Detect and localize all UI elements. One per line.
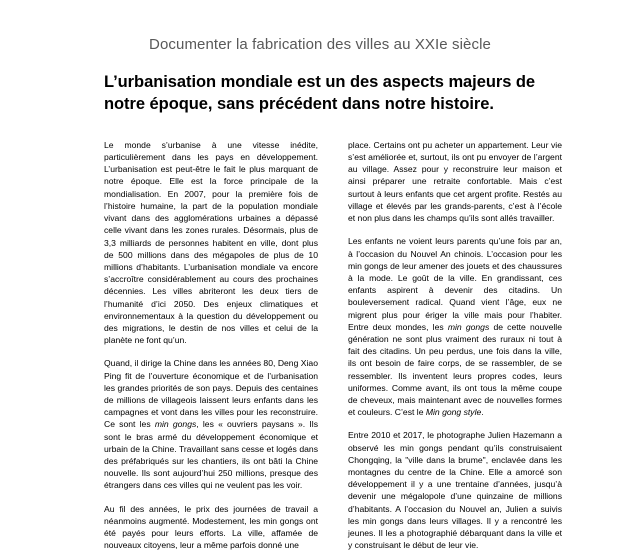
emphasis-text: min gongs	[154, 419, 197, 430]
running-header: Documenter la fabrication des villes au XXIe siècle	[149, 36, 491, 53]
paragraph	[348, 235, 562, 418]
body-text: .	[481, 407, 484, 418]
body-text: place. Certains ont pu acheter un appartement. Leur vie s’est améliorée et, surtout, ils ont pu envoyer de l’argent au village. Assez pour y reconstruire leur maison et ainsi préparer une retraite confortable. Mais c’est surtout à leurs enfants que cet argent profite. Restés au village et élevés par les grands-parents, c’est à l’école et non plus dans les champs qu’ils sont allés travailler.	[348, 139, 562, 224]
body-text: Le monde s’urbanise à une vitesse inédite, particulièrement dans les pays en développement. L’urbanisation est peut-être le fait le plus marquant de notre époque. Elle est la force principale de la mondialisation. En 2007, pour la première fois de l’histoire humaine, la part de la population mondiale vivant dans des agglomérations urbaines a dépassé celle vivant dans les zones rurales. Désormais, plus de 3,3 milliards de personnes habitent en ville, dont plus de 500 millions dans des mégapoles de plus de 10 millions d’habitants. L’urbanisation mondiale va encore s’accroître considérablement au cours des prochaines décennies. Les villes abriteront les deux tiers de l’humanité d’ici 2050. Des enjeux climatiques et environnementaux à la question du développement ou des migrations, le destin de nos villes et celui de la planète ne font qu’un.	[104, 139, 318, 346]
emphasis-text: Min gong style	[425, 407, 482, 418]
body-text: Au fil des années, le prix des journées de travail a néanmoins augmenté. Modestement, les min gongs ont été payés pour leurs efforts. La ville, affamée de nouveaux citoyens, leur a même parfois donné une	[104, 503, 318, 551]
body-text: , les « ouvriers paysans ». Ils sont le bras armé du développement économique et urbain de la Chine. Travaillant sans cesse et logés dans des préfabriqués sur les chantiers, ils ont bâti la Chine nouvelle. Ils sont aujourd’hui 250 millions, presque des étrangers dans ces villes qui ne veulent pas les voir.	[104, 419, 318, 491]
emphasis-text: min gongs	[447, 321, 490, 332]
body-text: Quand, il dirige la Chine dans les années 80, Deng Xiao Ping fit de l’ouverture économique et de l’urbanisation les grandes priorités de son pays. Depuis des centaines de millions de villageois laissent leurs enfants dans les campagnes et vont dans les villes pour les reconstruire. Ce sont les	[104, 358, 318, 430]
paragraph	[104, 357, 318, 491]
page-title: L’urbanisation mondiale est un des aspects majeurs de notre époque, sans précédent dans notre histoire.	[104, 73, 536, 113]
paragraph	[348, 429, 562, 551]
column-left	[104, 139, 318, 551]
paragraph	[104, 139, 318, 346]
two-column-body	[104, 139, 562, 551]
body-text: de cette nouvelle génération ne sont plus vraiment des ruraux ni tout à fait des citadins. Un peu perdus, une fois dans la ville, ils ont besoin de faire corps, de se rassembler, de se ressembler. Ils inventent leurs propres codes, leurs uniformes. Comme avant, ils ont tous la même coupe de cheveux, mais maintenant avec de nouvelles formes et couleurs. C’est le	[348, 321, 562, 418]
body-text: Les enfants ne voient leurs parents qu’une fois par an, à l’occasion du Nouvel An chinois. L’occasion pour les min gongs de leur amener des jouets et des chaussures à la mode. Le goût de la ville. En grandissant, ces enfants aspirent à devenir des citadins. Un bouleversement radical. Quand vient l’âge, eux ne migrent plus pour ériger la ville mais pour l’habiter. Entre deux mondes, les	[348, 236, 562, 332]
paragraph	[348, 139, 562, 224]
column-right	[348, 139, 562, 551]
paragraph	[104, 503, 318, 551]
body-text: Entre 2010 et 2017, le photographe Julien Hazemann a observé les min gongs pendant qu’ils construisaient Chongqing, la "ville dans la brume", enclavée dans les montagnes du centre de la Chine. Elle a amorcé son développement il y a une trentaine d’années, jusqu’à devenir une mégalopole d’une quinzaine de millions d’habitants. A l’occasion du Nouvel an, Julien a suivis les min gongs dans leurs villages. Il y a rencontré les jeunes. Il les a photographié débarquant dans la ville et y construisant le début de leur vie.	[348, 430, 562, 551]
